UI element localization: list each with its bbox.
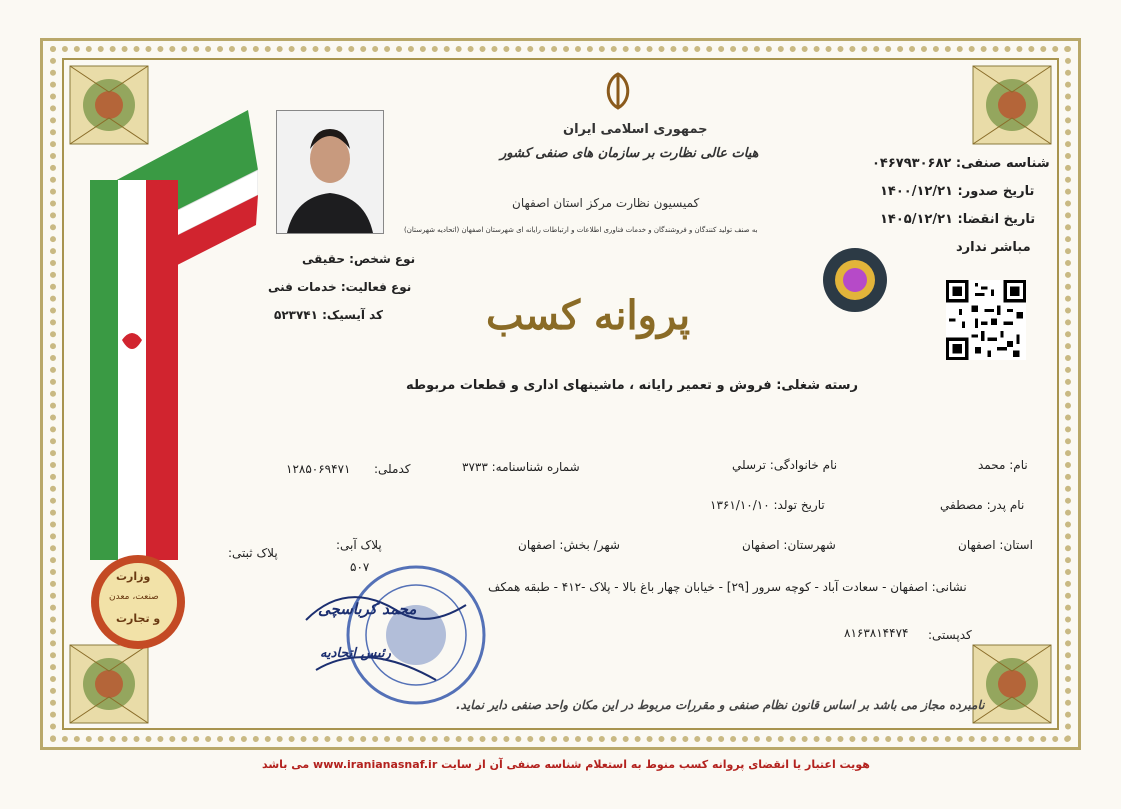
signature-role: رئیس اتحادیه	[320, 646, 391, 661]
issue-date: تاریخ صدور: ۱۴۰۰/۱۲/۲۱	[880, 184, 1035, 199]
address: نشانی: اصفهان - سعادت آباد - کوچه سرور [۲۹] - خیابان چهار باغ بالا - پلاک -۴۱۲ - طبقه همکف	[488, 580, 967, 594]
corner-ornament-bottom-left	[66, 641, 152, 727]
blue-plate-label: پلاک آبی:	[336, 538, 382, 552]
city: شهر/ بخش: اصفهان	[518, 538, 620, 552]
signature-name: محمد کرباسچی	[318, 600, 417, 618]
document-title: پروانه کسب	[486, 292, 691, 339]
first-name: نام: محمد	[978, 458, 1028, 472]
county: شهرستان: اصفهان	[742, 538, 836, 552]
postal-code-label: کدپستی:	[928, 628, 972, 642]
registered-plate-label: پلاک ثبتی:	[228, 546, 278, 560]
national-code-label: کدملی:	[374, 462, 411, 476]
header-board: هیات عالی نظارت بر سازمان های صنفی کشور	[500, 146, 759, 161]
holder-photo	[276, 110, 384, 234]
blue-plate-value: ۵۰۷	[350, 560, 370, 574]
qr-code	[946, 280, 1026, 360]
flag-ribbon	[88, 100, 258, 560]
seal-line-3: و تجارت	[116, 612, 161, 625]
guild-id: شناسه صنفی: ۰۴۶۷۹۳۰۶۸۲	[872, 156, 1050, 171]
activity-type: نوع فعالیت: خدمات فنی	[268, 280, 412, 294]
iran-emblem-icon	[598, 70, 638, 112]
person-type: نوع شخص: حقیقی	[302, 252, 416, 266]
header-republic: جمهوری اسلامی ایران	[563, 122, 708, 137]
seal-line-1: وزارت	[116, 570, 151, 583]
father-name: نام پدر: مصطفي	[940, 498, 1025, 512]
birth-date: تاریخ تولد: ۱۳۶۱/۱۰/۱۰	[710, 498, 825, 512]
header-commission: کمیسیون نظارت مرکز استان اصفهان	[512, 196, 700, 210]
corner-ornament-top-right	[969, 62, 1055, 148]
header-union: به صنف تولید کنندگان و فروشندگان و خدمات فناوری اطلاعات و ارتباطات رایانه ای شهرستان اصفهان (اتحادیه شهرستان)	[404, 226, 758, 234]
last-name: نام خانوادگی: ترسلي	[732, 458, 838, 472]
union-stamp	[296, 560, 496, 710]
expiry-date: تاریخ انقضا: ۱۴۰۵/۱۲/۲۱	[880, 212, 1036, 227]
isic-code: کد آیسیک: ۵۲۳۷۴۱	[274, 308, 384, 322]
national-code: ۱۲۸۵۰۶۹۴۷۱	[286, 462, 351, 476]
corner-ornament-bottom-right	[969, 641, 1055, 727]
legal-note: نامبرده مجاز می باشد بر اساس قانون نظام صنفی و مقررات مربوط در این مکان واحد صنفی دایر نماید.	[456, 698, 985, 712]
id-number: شماره شناسنامه: ۳۷۳۳	[462, 460, 580, 474]
director-status: مباشر ندارد	[956, 240, 1031, 255]
seal-line-2: صنعت، معدن	[109, 592, 159, 602]
hologram-logo	[820, 240, 890, 326]
validation-note: هویت اعتبار یا انقضای پروانه کسب منوط به استعلام شناسه صنفی آن از سایت www.iranianasnaf.ir می باشد	[262, 758, 870, 771]
province: استان: اصفهان	[958, 538, 1033, 552]
job-category: رسته شغلی: فروش و تعمیر رایانه ، ماشینهای اداری و قطعات مربوطه	[406, 378, 858, 393]
postal-code: ۸۱۶۳۸۱۴۴۷۴	[844, 626, 909, 640]
ministry-seal	[88, 552, 188, 652]
